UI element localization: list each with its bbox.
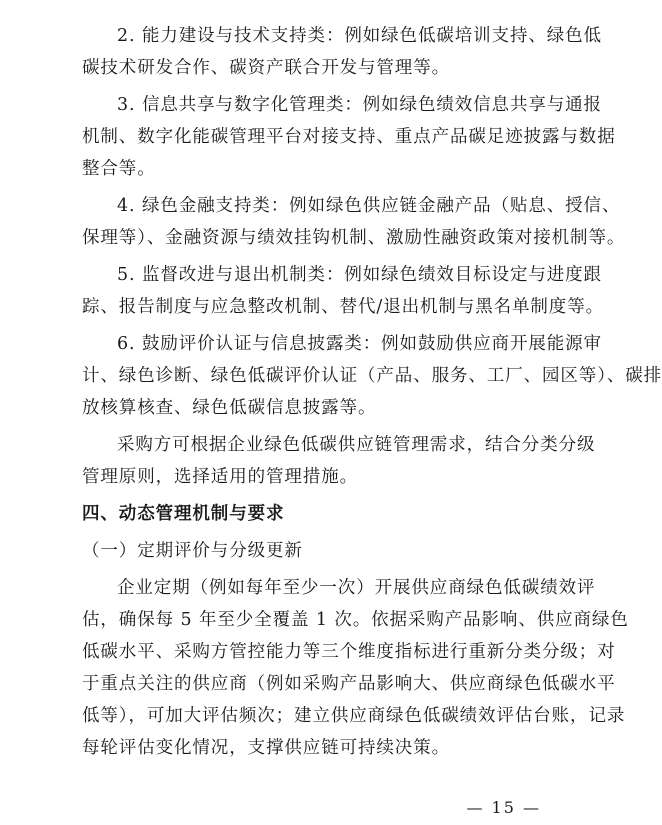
paragraph-certification-disclosure	[47, 328, 662, 424]
subsection-heading: （一）定期评价与分级更新	[82, 541, 303, 561]
paragraph-line: 碳技术研发合作、碳资产联合开发与管理等。	[82, 58, 450, 78]
page-number: — 15 —	[466, 798, 541, 817]
paragraph-periodic-evaluation	[47, 572, 629, 764]
paragraph-line: 放核算核查、绿色低碳信息披露等。	[82, 398, 377, 418]
paragraph-line: 5. 监督改进与退出机制类：例如绿色绩效目标设定与进度跟	[117, 265, 602, 285]
paragraph-line: 管理原则，选择适用的管理措施。	[82, 467, 358, 487]
paragraph-line: 整合等。	[82, 159, 156, 179]
paragraph-line: 计、绿色诊断、绿色低碳评价认证（产品、服务、工厂、园区等）、碳排	[82, 366, 662, 386]
document-body	[47, 20, 662, 764]
paragraph-line: 3. 信息共享与数字化管理类：例如绿色绩效信息共享与通报	[117, 95, 602, 115]
paragraph-line: 企业定期（例如每年至少一次）开展供应商绿色低碳绩效评	[117, 578, 596, 598]
section-heading: 四、动态管理机制与要求	[82, 504, 285, 524]
paragraph-supervision-exit	[47, 259, 604, 323]
paragraph-capacity-building	[47, 20, 602, 84]
paragraph-green-finance	[47, 190, 626, 254]
paragraph-line: 6. 鼓励评价认证与信息披露类：例如鼓励供应商开展能源审	[117, 334, 602, 354]
paragraph-line: 2. 能力建设与技术支持类：例如绿色低碳培训支持、绿色低	[117, 26, 602, 46]
paragraph-line: 采购方可根据企业绿色低碳供应链管理需求，结合分类分级	[117, 435, 596, 455]
paragraph-information-sharing	[47, 89, 616, 185]
paragraph-line: 于重点关注的供应商（例如采购产品影响大、供应商绿色低碳水平	[82, 674, 616, 694]
paragraph-line: 低碳水平、采购方管控能力等三个维度指标进行重新分类分级；对	[82, 642, 616, 662]
paragraph-line: 4. 绿色金融支持类：例如绿色供应链金融产品（贴息、授信、	[117, 196, 621, 216]
paragraph-line: 保理等）、金融资源与绩效挂钩机制、激励性融资政策对接机制等。	[82, 228, 626, 248]
paragraph-line: 每轮评估变化情况，支撑供应链可持续决策。	[82, 738, 450, 758]
paragraph-line: 低等），可加大评估频次；建立供应商绿色低碳绩效评估台账，记录	[82, 706, 626, 726]
paragraph-line: 踪、报告制度与应急整改机制、替代/退出机制与黑名单制度等。	[82, 297, 604, 317]
paragraph-line: 机制、数字化能碳管理平台对接支持、重点产品碳足迹披露与数据	[82, 127, 616, 147]
paragraph-line: 估，确保每 5 年至少全覆盖 1 次。依据采购产品影响、供应商绿色	[82, 610, 629, 630]
paragraph-management-selection	[47, 429, 596, 493]
